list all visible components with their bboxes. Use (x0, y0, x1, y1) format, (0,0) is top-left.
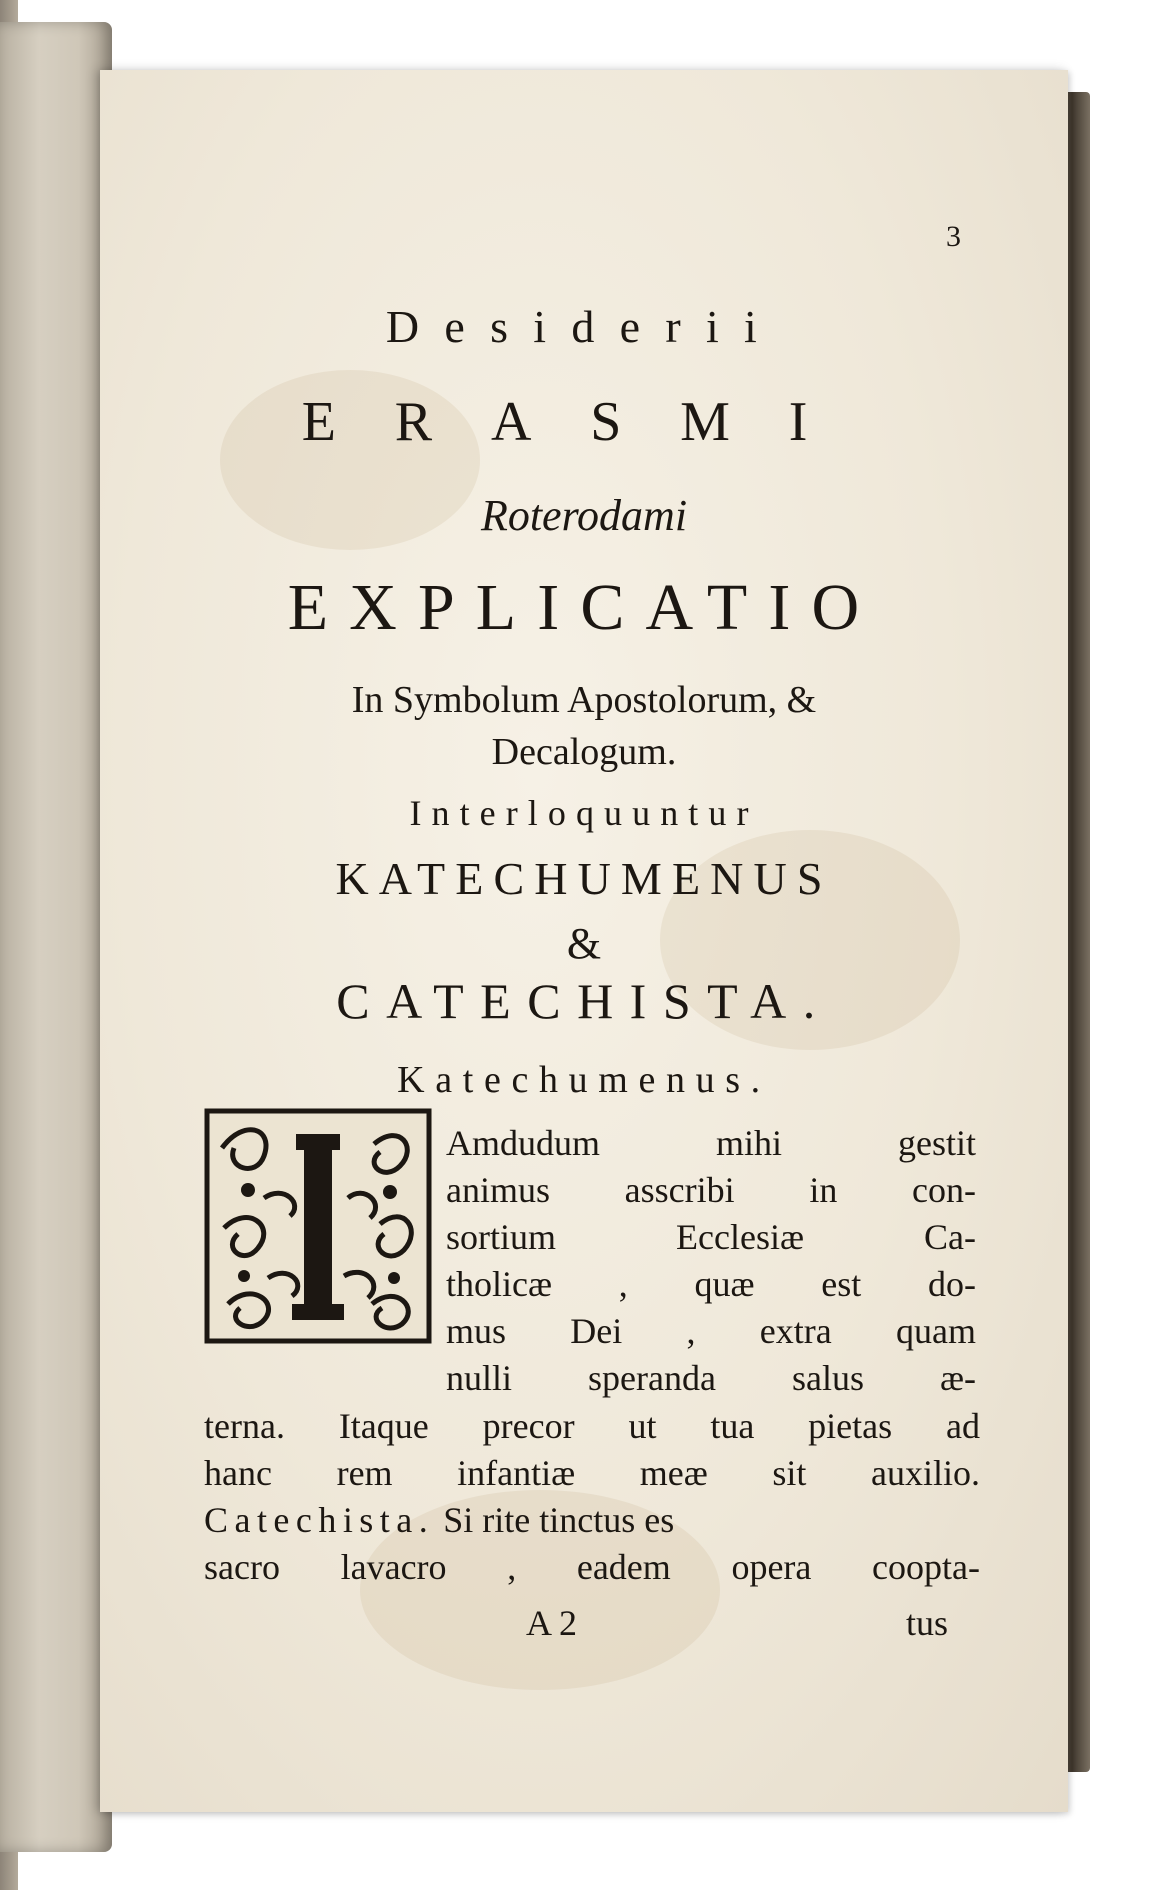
work-subtitle (100, 674, 1068, 778)
author-place: Roterodami (480, 491, 688, 540)
text-line: sacro lavacro , eadem opera coopta- (204, 1547, 980, 1587)
work-title: EXPLICATIO (287, 571, 881, 644)
subtitle-line-1: In Symbolum Apostolorum, & (351, 679, 817, 721)
text-line: sortium Ecclesiæ Ca- (446, 1217, 976, 1257)
text-line: Amdudum mihi gestit (446, 1123, 976, 1163)
text-line: terna. Itaque precor ut tua pietas ad (204, 1406, 980, 1446)
subtitle-line-2: Decalogum. (491, 731, 677, 773)
catchword: tus (906, 1603, 949, 1643)
signature-mark: A 2 (526, 1603, 578, 1643)
text-line: mus Dei , extra quam (446, 1311, 976, 1351)
interlocutors-heading: Interloquuntur (409, 793, 759, 833)
paragraph-continuation (204, 1403, 980, 1591)
facing-page (0, 22, 112, 1852)
opening-paragraph (446, 1120, 976, 1402)
author-surname: ERASMI (301, 391, 867, 453)
first-speaker-label: Katechumenus. (397, 1059, 771, 1101)
author-first-name: Desiderii (385, 301, 783, 352)
text-line: nulli speranda salus æ- (446, 1358, 976, 1398)
text-line: animus asscribi in con- (446, 1170, 976, 1210)
speaker-one-name: KATECHUMENUS (335, 853, 833, 904)
page-number: 3 (946, 220, 961, 253)
speaker-label: Catechista. (204, 1500, 435, 1540)
speaker-two-name: CATECHISTA. (336, 973, 832, 1029)
catechista-line (204, 1497, 980, 1544)
text-line: Si rite tinctus es (443, 1500, 675, 1540)
text-line: hanc rem infantiæ meæ sit auxilio. (204, 1453, 980, 1493)
ampersand: & (566, 919, 602, 968)
decorated-initial-i-icon (204, 1108, 432, 1344)
text-line: tholicæ , quæ est do- (446, 1264, 976, 1304)
printed-page (100, 70, 1068, 1812)
